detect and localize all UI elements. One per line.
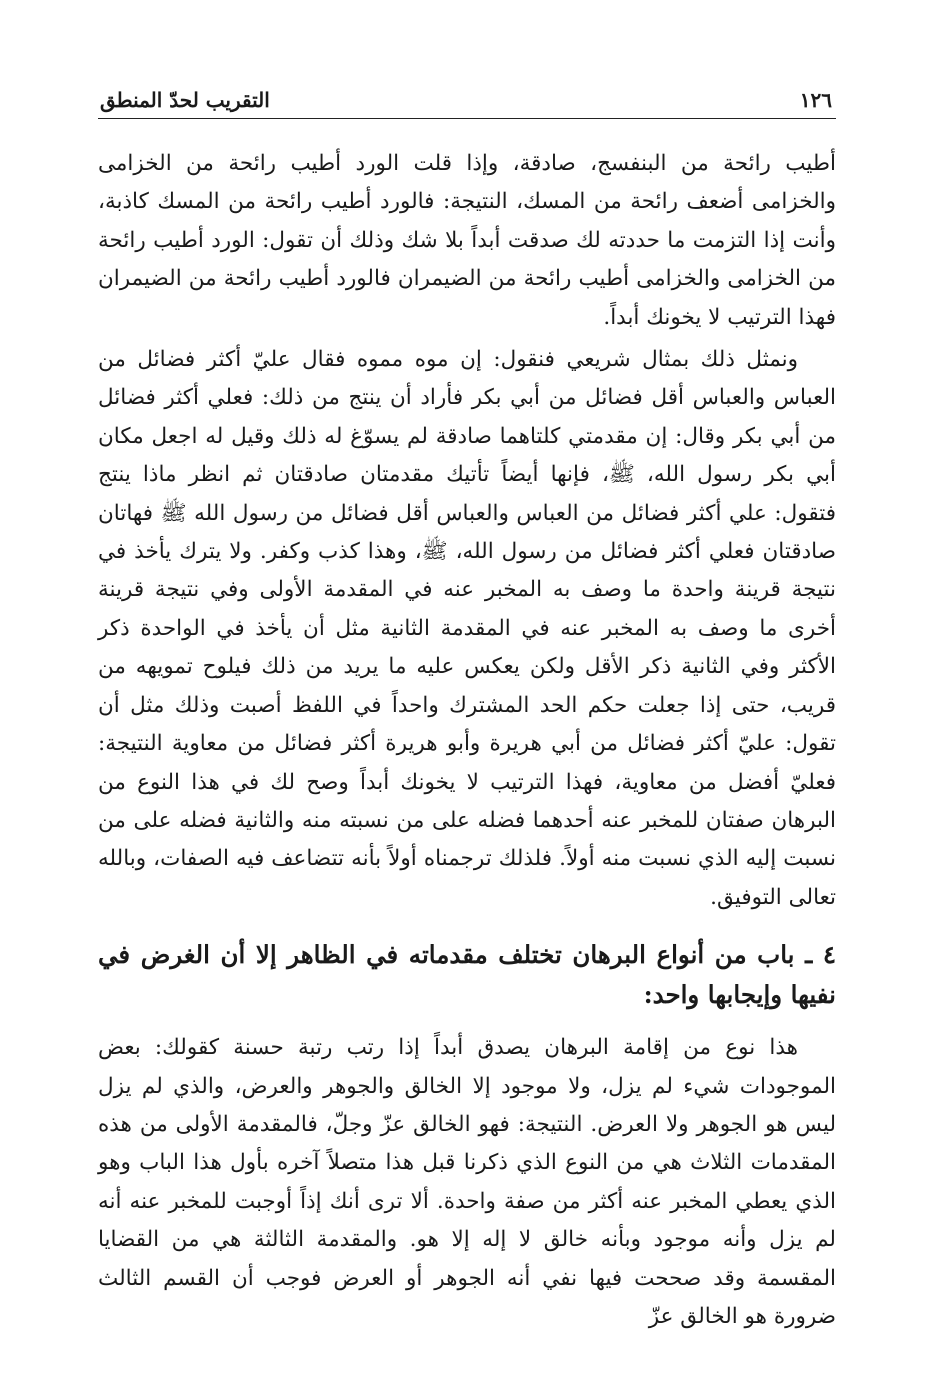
paragraph-2: ونمثل ذلك بمثال شريعي فنقول: إن موه مموه فقال عليّ أكثر فضائل من العباس والعباس أقل فضائل من أبي بكر فأراد أن ينتج من ذلك: فعلي أكثر فضائل من أبي بكر وقال: إن مقدمتي كلتاهما صادقة لم يسوّغ له ذلك وقيل له اجعل مكان أبي بكر رسول الله، ﷺ، فإنها أيضاً تأتيك مقدمتان صادقتان ثم انظر ماذا ينتج فتقول: علي أكثر فضائل من العباس والعباس أقل فضائل من رسول الله ﷺ فهاتان صادقتان فعلي أكثر فضائل من رسول الله، ﷺ، وهذا كذب وكفر. ولا يترك يأخذ في نتيجة قرينة واحدة ما وصف به المخبر عنه في المقدمة الأولى وفي نتيجة قرينة أخرى ما وصف به المخبر عنه في المقدمة الثانية مثل أن يأخذ في الواحدة ذكر الأكثر وفي الثانية ذكر الأقل ولكن يعكس عليه ما يريد من ذلك فيلوح تمويهه من قريب، حتى إذا جعلت حكم الحد المشترك واحداً في اللفظ أصبت وذلك مثل أن تقول: عليّ أكثر فضائل من أبي هريرة وأبو هريرة أكثر فضائل من معاوية النتيجة: فعليّ أفضل من معاوية، فهذا الترتيب لا يخونك أبداً وصح لك في هذا النوع من البرهان صفتان للمخبر عنه أحدهما فضله على من نسبته منه والثانية فضله على من نسبت إليه الذي نسبت منه أولاً. فلذلك ترجمناه أولاً بأنه تتضاعف فيه الصفات، وبالله تعالى التوفيق. (98, 347, 837, 910)
book-page (98, 84, 836, 1340)
page-number: ١٢٦ (799, 88, 832, 112)
section-paragraph: هذا نوع من إقامة البرهان يصدق أبداً إذا رتب رتبة حسنة كقولك: بعض الموجودات شيء لم يزل، ولا موجود إلا الخالق والجوهر والعرض، والذي لم يزل ليس هو الجوهر ولا العرض. النتيجة: فهو الخالق عزّ وجلّ، فالمقدمة الأولى من هذه المقدمات الثلاث هي من النوع الذي ذكرنا قبل هذا متصلاً آخره بأول هذا الباب وهو الذي يعطي المخبر عنه أكثر من صفة واحدة. ألا ترى أنك إذاً أوجبت للمخبر عنه أنه لم يزل وأنه موجود وبأنه خالق لا إله إلا هو. والمقدمة الثالثة هي من القضايا المقسمة وقد صححت فيها نفي أنه الجوهر أو العرض فوجب أن القسم الثالث ضرورة هو الخالق عزّ (98, 1035, 836, 1329)
body-text (98, 145, 836, 1336)
running-header (98, 84, 836, 119)
paragraph-1: أطيب رائحة من البنفسج، صادقة، وإذا قلت الورد أطيب رائحة من الخزامى والخزامى أضعف رائحة من المسك، النتيجة: فالورد أطيب رائحة من المسك كاذبة، وأنت إذا التزمت ما حددته لك صدقت أبداً بلا شك وذلك أن تقول: الورد أطيب رائحة من الخزامى والخزامى أطيب رائحة من الضيمران فالورد أطيب رائحة من الضيمران فهذا الترتيب لا يخونك أبداً. (98, 151, 836, 330)
section-heading: ٤ ـ باب من أنواع البرهان تختلف مقدماته في الظاهر إلا أن الغرض في نفيها وإيجابها واحد: (98, 940, 836, 1010)
book-title: التقريب لحدّ المنطق (100, 88, 270, 112)
